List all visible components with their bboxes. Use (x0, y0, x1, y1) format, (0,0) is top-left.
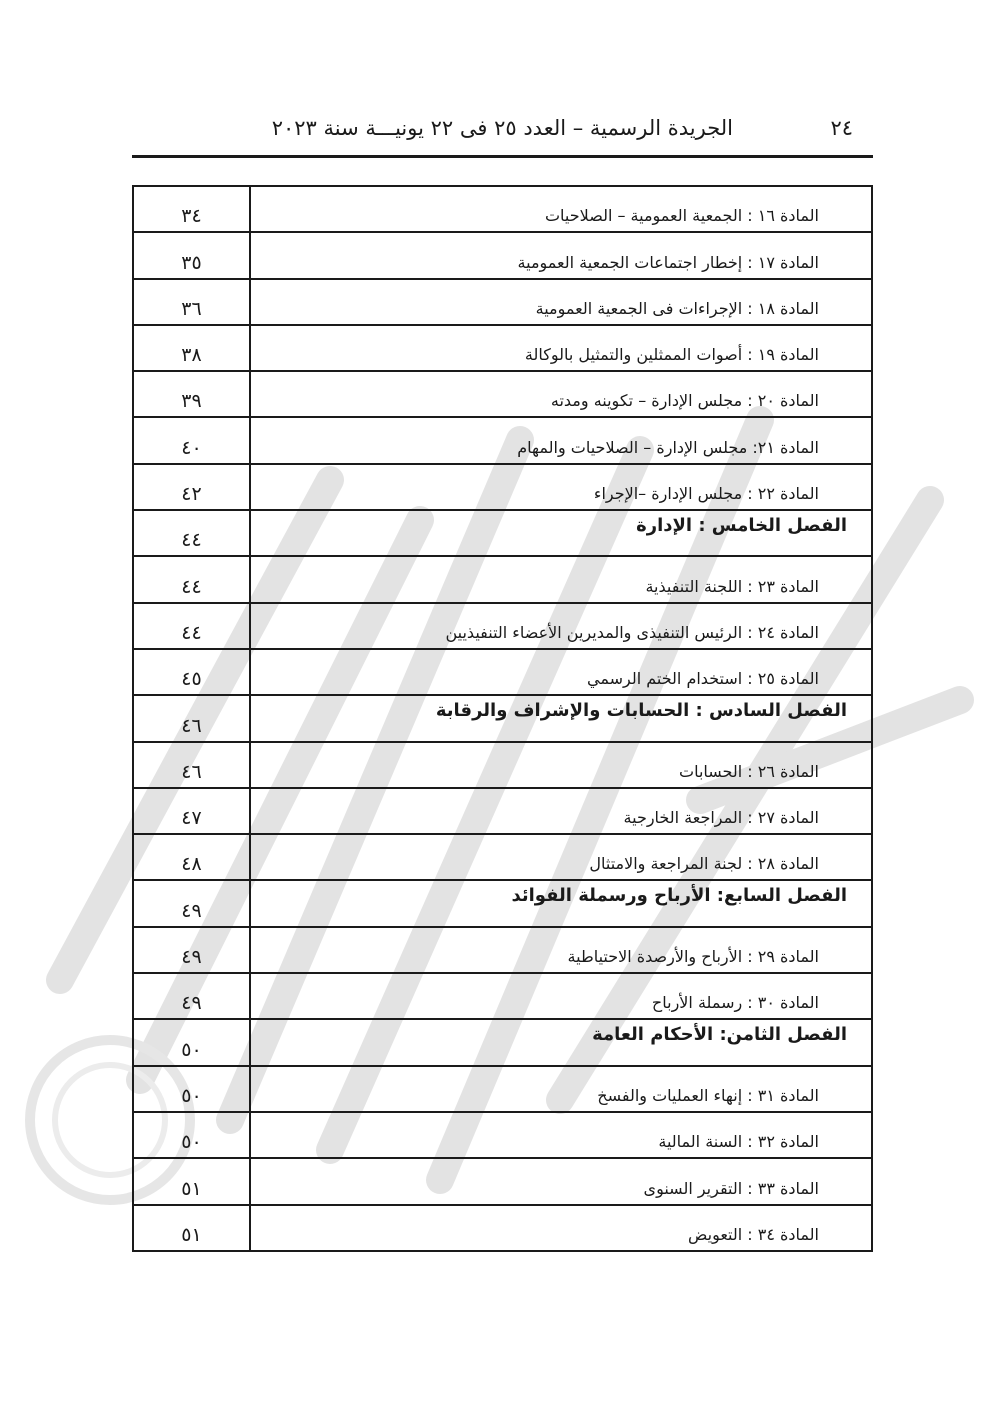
table-row (133, 325, 872, 371)
article-title: المادة ٢٧ : المراجعة الخارجية (250, 788, 872, 834)
table-of-contents (132, 185, 873, 1252)
table-row (133, 279, 872, 325)
page-ref: ٥١ (133, 1205, 250, 1251)
chapter-row (133, 880, 872, 926)
table-row (133, 649, 872, 695)
chapter-row (133, 510, 872, 556)
article-title: المادة ١٧ : إخطار اجتماعات الجمعية العمومية (250, 232, 872, 278)
page-ref: ٥١ (133, 1158, 250, 1204)
chapter-title: الفصل الخامس : الإدارة (250, 510, 872, 556)
page-number: ٢٤ (830, 116, 853, 140)
page-ref: ٤٧ (133, 788, 250, 834)
page-ref: ٤٩ (133, 973, 250, 1019)
article-title: المادة ٢٥ : استخدام الختم الرسمي (250, 649, 872, 695)
page-ref: ٤٤ (133, 510, 250, 556)
table-row (133, 232, 872, 278)
chapter-title: الفصل السادس : الحسابات والإشراف والرقابة (250, 695, 872, 741)
table-row (133, 742, 872, 788)
page-ref: ٣٩ (133, 371, 250, 417)
table-row (133, 556, 872, 602)
page-ref: ٤٢ (133, 464, 250, 510)
table-row (133, 927, 872, 973)
header-title: الجريدة الرسمية – العدد ٢٥ فى ٢٢ يونيـــة سنة ٢٠٢٣ (271, 116, 733, 140)
page-ref: ٣٦ (133, 279, 250, 325)
table-row (133, 1158, 872, 1204)
page-ref: ٤٩ (133, 880, 250, 926)
chapter-title: الفصل الثامن: الأحكام العامة (250, 1019, 872, 1065)
chapter-title: الفصل السابع: الأرباح ورسملة الفوائد (250, 880, 872, 926)
page-ref: ٣٤ (133, 186, 250, 232)
article-title: المادة ٢٢ : مجلس الإدارة –الإجراء (250, 464, 872, 510)
page-ref: ٣٨ (133, 325, 250, 371)
page-header (133, 112, 853, 148)
article-title: المادة ١٩ : أصوات الممثلين والتمثيل بالوكالة (250, 325, 872, 371)
table-row (133, 1066, 872, 1112)
article-title: المادة ١٨ : الإجراءات فى الجمعية العمومية (250, 279, 872, 325)
table-row (133, 417, 872, 463)
page-ref: ٤٦ (133, 695, 250, 741)
header-rule (132, 155, 873, 158)
article-title: المادة ٣٣ : التقرير السنوى (250, 1158, 872, 1204)
article-title: المادة ٣١ : إنهاء العمليات والفسخ (250, 1066, 872, 1112)
article-title: المادة ٣٠ : رسملة الأرباح (250, 973, 872, 1019)
page-ref: ٣٥ (133, 232, 250, 278)
page-ref: ٤٤ (133, 556, 250, 602)
chapter-row (133, 695, 872, 741)
article-title: المادة ٣٤ : التعويض (250, 1205, 872, 1251)
table-row (133, 371, 872, 417)
article-title: المادة ٢٤ : الرئيس التنفيذى والمديرين الأعضاء التنفيذيين (250, 603, 872, 649)
table-row (133, 1112, 872, 1158)
table-row (133, 788, 872, 834)
table-row (133, 464, 872, 510)
table-row (133, 834, 872, 880)
article-title: المادة ٢٦ : الحسابات (250, 742, 872, 788)
table-row (133, 186, 872, 232)
article-title: المادة ٢٨ : لجنة المراجعة والامتثال (250, 834, 872, 880)
page-ref: ٥٠ (133, 1019, 250, 1065)
table-row (133, 973, 872, 1019)
article-title: المادة ٢٠ : مجلس الإدارة – تكوينه ومدته (250, 371, 872, 417)
page-ref: ٤٥ (133, 649, 250, 695)
page-ref: ٤٩ (133, 927, 250, 973)
page-ref: ٤٨ (133, 834, 250, 880)
table-row (133, 603, 872, 649)
article-title: المادة ٢٩ : الأرباح والأرصدة الاحتياطية (250, 927, 872, 973)
chapter-row (133, 1019, 872, 1065)
article-title: المادة ٢٣ : اللجنة التنفيذية (250, 556, 872, 602)
page-ref: ٥٠ (133, 1066, 250, 1112)
page-ref: ٤٠ (133, 417, 250, 463)
article-title: المادة ١٦ : الجمعية العمومية – الصلاحيات (250, 186, 872, 232)
article-title: المادة ٣٢ : السنة المالية (250, 1112, 872, 1158)
table-row (133, 1205, 872, 1251)
page-ref: ٥٠ (133, 1112, 250, 1158)
page-ref: ٤٦ (133, 742, 250, 788)
article-title: المادة ٢١: مجلس الإدارة – الصلاحيات والمهام (250, 417, 872, 463)
page-ref: ٤٤ (133, 603, 250, 649)
